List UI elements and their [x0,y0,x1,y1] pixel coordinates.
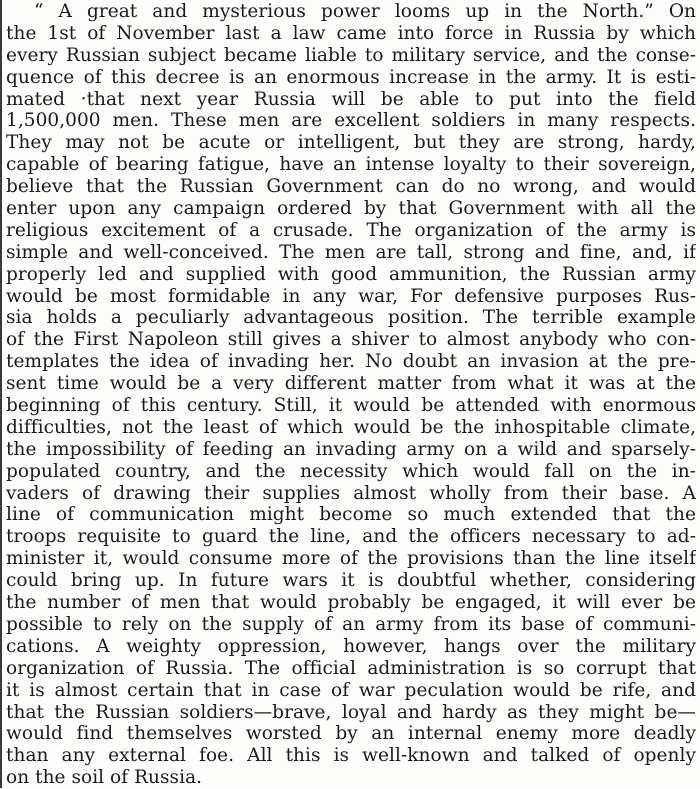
article-line: They may not be acute or intelligent, but they are strong, hardy, [6,132,696,154]
article-line: properly led and supplied with good ammunition, the Russian army [6,263,696,285]
article-line: capable of bearing fatigue, have an intense loyalty to their sovereign, [6,154,696,176]
article-line: sent time would be a very different matter from what it was at the [6,373,696,395]
article-line: difficulties, not the least of which would be the inhospitable climate, [6,416,696,438]
article-line: “ A great and mysterious power looms up in the North.” On [34,1,696,22]
article-line: templates the idea of invading her. No doubt an invasion at the pre- [6,351,696,373]
article-line: religious excitement of a crusade. The organization of the army is [6,219,696,241]
article-line: minister it, would consume more of the provisions than the line itself [6,548,696,570]
article-line: mated ·that next year Russia will be able to put into the field [6,88,696,110]
article-line: sia holds a peculiarly advantageous position. The terrible example [6,307,696,329]
article-line: possible to rely on the supply of an army from its base of communi- [6,613,696,635]
article-line: vaders of drawing their supplies almost wholly from their base. A [6,482,696,504]
article-line: enter upon any campaign ordered by that Government with all the [6,198,696,220]
article-line: would find themselves worsted by an internal enemy more deadly [6,723,696,745]
article-line: it is almost certain that in case of war peculation would be rife, and [6,679,696,701]
article-line: the number of men that would probably be engaged, it will ever be [6,592,696,614]
article-column [6,1,696,789]
article-line: 1,500,000 men. These men are excellent soldiers in many respects. [6,110,696,132]
article-line: line of communication might become so much extended that the [6,504,696,526]
article-line: would be most formidable in any war, For defensive purposes Rus- [6,285,696,307]
article-line: believe that the Russian Government can do no wrong, and would [6,176,696,198]
article-line: beginning of this century. Still, it would be attended with enormous [6,395,696,417]
article-line: simple and well-conceived. The men are tall, strong and fine, and, if [6,241,696,263]
article-line: could bring up. In future wars it is doubtful whether, considering [6,570,696,592]
column-rule [0,0,2,788]
article-line: than any external foe. All this is well-known and talked of openly [6,745,696,767]
article-line: the 1st of November last a law came into force in Russia by which [6,22,696,44]
article-line: cations. A weighty oppression, however, hangs over the military [6,635,696,657]
article-line: every Russian subject became liable to military service, and the conse- [6,44,696,66]
article-line: on the soil of Russia. [6,767,203,789]
article-line: of the First Napoleon still gives a shiver to almost anybody who con- [6,329,696,351]
article-line: quence of this decree is an enormous increase in the army. It is esti- [6,66,696,88]
article-line: troops requisite to guard the line, and the officers necessary to ad- [6,526,696,548]
article-line: organization of Russia. The official administration is so corrupt that [6,657,696,679]
article-line: the impossibility of feeding an invading army on a wild and sparsely- [6,438,696,460]
article-line: that the Russian soldiers—brave, loyal and hardy as they might be— [6,701,696,723]
article-line: populated country, and the necessity which would fall on the in- [6,460,696,482]
